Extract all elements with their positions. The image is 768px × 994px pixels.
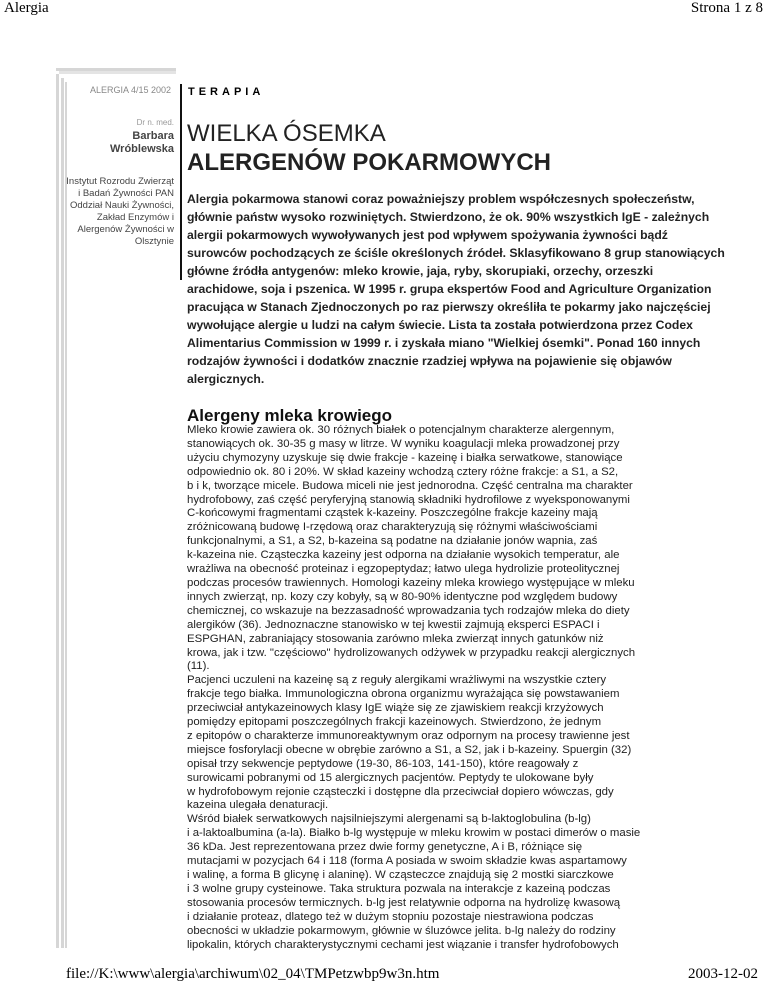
body-line: mutacjami w pozycjach 64 i 118 (forma A posiada w swoim składzie kwas aspartamowy (187, 855, 627, 868)
print-footer-date: 2003-12-02 (688, 966, 758, 982)
body-line: hydrofobowy, zaś część peryferyjną stanowią składniki hydrofilowe z wyeksponowanymi (187, 493, 630, 506)
body-line: przeciwciał antykazeinowych klasy IgE wiąże się ze zjawiskiem reakcji krzyżowych (187, 702, 604, 715)
print-header-page: Strona 1 z 8 (690, 0, 763, 16)
body-line: 36 kDa. Jest reprezentowana przez dwie formy genetyczne, A i B, różniące się (187, 841, 583, 854)
body-line: stanowiących ok. 30-35 g masy w litrze. W wyniku koagulacji mleka prowadzonej przy (187, 437, 620, 450)
body-line: pomiędzy epitopami poszczególnych frakcji kazeinowych. Stwierdzono, że jednym (187, 716, 602, 729)
issue-label: ALERGIA 4/15 2002 (90, 85, 172, 95)
body-line: i a-laktoalbumina (a-la). Białko b-lg występuje w mleku krowim w postaci dimerów o masie (187, 827, 641, 840)
body-line: stosowania procesów termicznych. b-lg jest relatywnie odporna na hydrolizę kwasową (187, 896, 621, 909)
author-degree: Dr n. med. (136, 118, 174, 127)
article-body (187, 424, 735, 952)
body-line: lipokalin, których charakterystycznymi cechami jest wiązanie i transfer hydrofobowych (187, 938, 619, 951)
body-line: i działanie proteaz, dlatego też w dużym stopniu pozostaje niestrawiona podczas (187, 910, 594, 923)
body-line: kazeina ulegała denaturacji. (187, 799, 329, 812)
body-line: chemicznej, co wskazuje na bezzasadność wprowadzania tych rodzajów mleka do diety (187, 604, 630, 617)
body-line: krowa, jak i tzw. "częściowo" hydrolizowanych odżywek w przypadku reakcji alergicznych (187, 646, 636, 659)
body-line: Pacjenci uczuleni na kazeinę są z reguły alergikami wrażliwymi na wszystkie cztery (187, 674, 607, 687)
author-institution: Instytut Rozrodu Zwierząt i Badań Żywności PAN Oddział Nauki Żywności, Zakład Enzymów i Alergenów Żywności w Olsztynie (66, 176, 174, 247)
body-line: Wśród białek serwatkowych najsilniejszymi alergenami są b-laktoglobulina (b-lg) (187, 813, 591, 826)
body-line: w hydrofobowym rejonie cząsteczki i dostępne dla przeciwciał dopiero wówczas, gdy (187, 785, 614, 798)
body-line: (11). (187, 660, 210, 673)
print-footer-path: file://K:\www\alergia\archiwum\02_04\TMPetzwbp9w3n.htm (66, 966, 440, 982)
body-line: obecności w układzie pokarmowym, głównie w śluzówce jelita. b-lg należy do rodziny (187, 924, 616, 937)
body-line: z epitopów o charakterze immunoreaktywnym oraz odpornym na procesy trawienne jest (187, 729, 630, 742)
author-name: Barbara Wróblewska (110, 130, 174, 155)
body-line: odpowiednio ok. 80 i 20%. W skład kazeiny wchodzą cztery różne frakcje: a S1, a S2, (187, 465, 619, 478)
article-lead: Alergia pokarmowa stanowi coraz poważniejszy problem współczesnych społeczeństw, głównie państw wysoko rozwiniętych. Stwierdzono, że ok. 90% wszystkich IgE - zależnych alergii pokarmowych wywoływanych jest pod wpływem spożywania żywności bądź surowców pochodzących ze ściśle określonych źródeł. Sklasyfikowano 8 grup stanowiących główne źródła antygenów: mleko krowie, jaja, ryby, skorupiaki, orzechy, orzeszki arachidowe, soja i pszenica. W 1995 r. grupa ekspertów Food and Agriculture Organization pracująca w Stanach Zjednoczonych po raz pierwszy określiła te pokarmy jako najczęściej wywołujące alergie u ludzi na całym świecie. Lista ta została potwierdzona przez Codex Alimentarius Commission w 1999 r. i zyskała miano "Wielkiej ósemki". Ponad 160 innych rodzajów żywności i dodatków znacznie rzadziej wpływa na pojawienie się objawów alergicznych. (187, 192, 725, 386)
section-heading: Alergeny mleka krowiego (187, 406, 393, 425)
body-line: frakcje tego białka. Immunologiczna obrona organizmu wyrażająca się powstawaniem (187, 688, 620, 701)
body-line: i 3 wolne grupy cysteinowe. Taka struktura pozwala na interakcje z kazeiną podczas (187, 882, 611, 895)
body-line: C-końcowymi fragmentami cząstek k-kazeiny. Poszczególne frakcje kazeiny mają (187, 507, 598, 520)
sidebar-divider (180, 84, 182, 280)
body-line: użyciu chymozyny uzyskuje się dwie frakcje - kazeinę i białka serwatkowe, stanowiące (187, 451, 623, 464)
body-line: i walinę, a forma B glicynę i alaninę). W cząsteczce znajdują się 2 mostki siarczkowe (187, 869, 614, 881)
body-line: Mleko krowie zawiera ok. 30 różnych białek o potencjalnym charakterze alergennym, (187, 424, 615, 436)
body-line: opisał trzy sekwencje peptydowe (19-30, 86-103, 141-150), które reagowały z (187, 757, 579, 770)
article-title-line1: WIELKA ÓSEMKA (187, 120, 386, 147)
body-line: b i k, tworzące micele. Budowa miceli nie jest jednorodna. Część centralna ma charakter (187, 479, 633, 492)
print-header-title: Alergia (4, 0, 49, 16)
body-line: ESPGHAN, zabraniający stosowania zarówno mleka zwierząt innych gatunków niż (187, 632, 604, 645)
article-title-line2: ALERGENÓW POKARMOWYCH (187, 149, 551, 176)
body-line: funkcjonalnymi, a S1, a S2, b-kazeina są podatne na działanie jonów wapnia, zaś (187, 535, 598, 548)
body-line: surowicami pobranymi od 15 alergicznych pacjentów. Peptydy te ulokowane były (187, 771, 594, 784)
body-line: innych zwierząt, np. kozy czy kobyły, są w 80-90% identyczne pod względem budowy (187, 590, 618, 603)
section-label: TERAPIA (188, 86, 265, 98)
body-line: podczas procesów trawiennych. Homologi kazeiny mleka krowiego występujące w mleku (187, 576, 635, 589)
body-line: miejsce fosforylacji obecne w obrębie zarówno a S1, a S2, jak i b-kazeiny. Spuergin (32) (187, 743, 632, 756)
body-line: wrażliwa na obecność proteinaz i egzopeptydaz; łatwo ulega hydrolizie proteolitycznej (187, 563, 620, 576)
body-line: k-kazeina nie. Cząsteczka kazeiny jest odporna na działanie wysokich temperatur, ale (187, 549, 620, 562)
body-line: zróżnicowaną budowę I-rzędową oraz charakteryzują się różnymi właściwościami (187, 521, 598, 534)
body-line: alergików (36). Jednoznaczne stanowisko w tej kwestii zajmują eksperci ESPACI i (187, 618, 600, 631)
